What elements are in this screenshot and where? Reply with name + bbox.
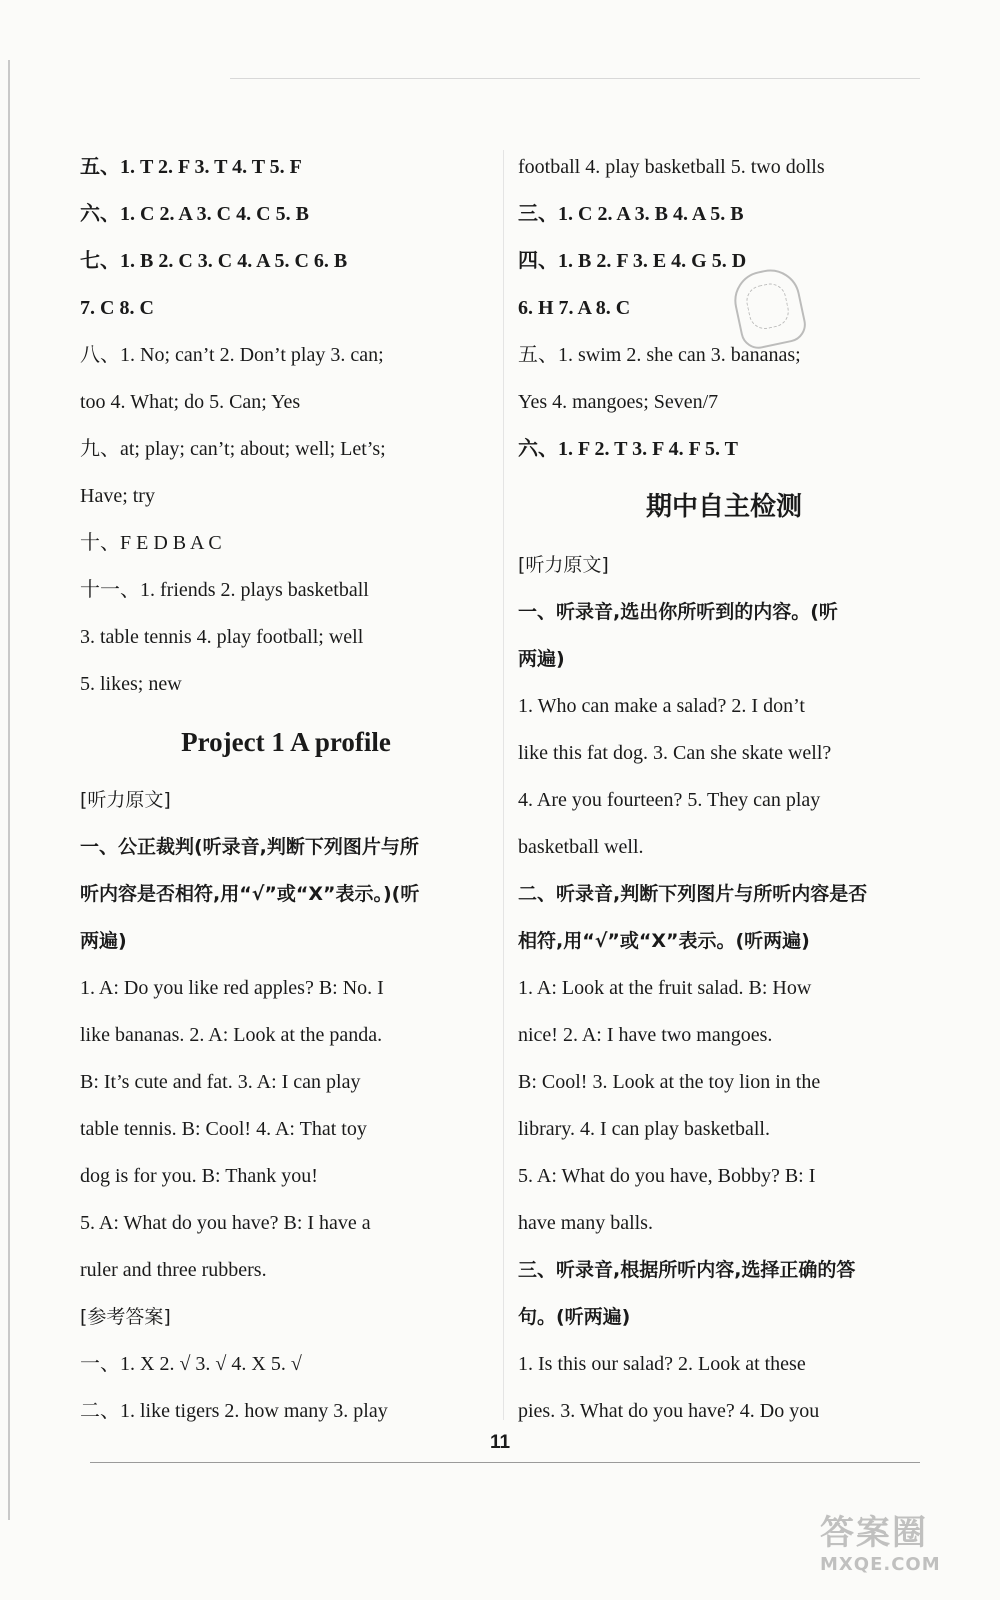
answer-line: 五、1. T 2. F 3. T 4. T 5. F (80, 156, 302, 178)
stamp-seal (729, 264, 809, 352)
question-instruction: 相符,用“√”或“X”表示。(听两遍) (518, 930, 810, 952)
transcript-line: 1. Who can make a salad? 2. I don’t (518, 695, 805, 717)
answer-line: 七、1. B 2. C 3. C 4. A 5. C 6. B (80, 250, 348, 272)
question-instruction: 二、听录音,判断下列图片与所听内容是否 (518, 883, 868, 905)
transcript-line: library. 4. I can play basketball. (518, 1118, 770, 1140)
answer-line: 六、1. F 2. T 3. F 4. F 5. T (518, 438, 739, 460)
answer-line: 四、1. B 2. F 3. E 4. G 5. D (518, 250, 747, 272)
answer-line: 十、F E D B A C (80, 532, 222, 554)
transcript-line: ruler and three rubbers. (80, 1259, 267, 1281)
column-divider (503, 150, 504, 1420)
transcript-line: basketball well. (518, 836, 644, 858)
transcript-line: like this fat dog. 3. Can she skate well? (518, 742, 832, 764)
section-title-project: Project 1 A profile (181, 727, 391, 757)
answer-line: 六、1. C 2. A 3. C 4. C 5. B (80, 203, 309, 225)
bottom-rule (90, 1462, 920, 1463)
question-instruction: 两遍) (80, 930, 127, 952)
answer-line: Yes 4. mangoes; Seven/7 (518, 391, 719, 413)
transcript-line: 1. A: Look at the fruit salad. B: How (518, 977, 812, 999)
section-label-listening: [听力原文] (80, 789, 171, 811)
watermark-text-top: 答案圈 (820, 1513, 928, 1553)
answer-line: football 4. play basketball 5. two dolls (518, 156, 825, 178)
answer-line: 3. table tennis 4. play football; well (80, 626, 364, 648)
transcript-line: B: It’s cute and fat. 3. A: I can play (80, 1071, 361, 1093)
answer-line: 二、1. like tigers 2. how many 3. play (80, 1400, 388, 1422)
question-instruction: 听内容是否相符,用“√”或“X”表示。)(听 (80, 883, 420, 905)
answer-line: 十一、1. friends 2. plays basketball (80, 579, 369, 601)
answer-line: 5. likes; new (80, 673, 182, 695)
question-instruction: 两遍) (518, 648, 565, 670)
question-instruction: 三、听录音,根据所听内容,选择正确的答 (518, 1259, 856, 1281)
question-instruction: 一、听录音,选出你所听到的内容。(听 (518, 601, 838, 623)
section-label-listening: [听力原文] (518, 554, 609, 576)
transcript-line: 5. A: What do you have, Bobby? B: I (518, 1165, 816, 1187)
page-number: 11 (489, 1432, 511, 1453)
question-instruction: 一、公正裁判(听录音,判断下列图片与所 (80, 836, 419, 858)
answer-line: 三、1. C 2. A 3. B 4. A 5. B (518, 203, 744, 225)
question-instruction: 句。(听两遍) (518, 1306, 631, 1328)
transcript-line: dog is for you. B: Thank you! (80, 1165, 318, 1187)
answer-line: 九、at; play; can’t; about; well; Let’s; (80, 438, 386, 460)
transcript-line: 1. Is this our salad? 2. Look at these (518, 1353, 806, 1375)
transcript-line: table tennis. B: Cool! 4. A: That toy (80, 1118, 367, 1140)
transcript-line: 5. A: What do you have? B: I have a (80, 1212, 371, 1234)
transcript-line: 4. Are you fourteen? 5. They can play (518, 789, 821, 811)
watermark-text-bottom: MXQE.COM (820, 1554, 941, 1575)
answer-line: 八、1. No; can’t 2. Don’t play 3. can; (80, 344, 384, 366)
page-edge-shadow (8, 60, 10, 1520)
transcript-line: 1. A: Do you like red apples? B: No. I (80, 977, 384, 999)
section-title-midterm: 期中自主检测 (645, 492, 802, 522)
answer-line: 7. C 8. C (80, 297, 154, 319)
top-rule (230, 78, 920, 79)
answer-line: 一、1. X 2. √ 3. √ 4. X 5. √ (80, 1353, 302, 1375)
transcript-line: nice! 2. A: I have two mangoes. (518, 1024, 773, 1046)
answer-line: Have; try (80, 485, 155, 507)
section-label-answers: [参考答案] (80, 1306, 171, 1328)
transcript-line: pies. 3. What do you have? 4. Do you (518, 1400, 820, 1422)
answer-line: 6. H 7. A 8. C (518, 297, 631, 319)
answer-line: 五、1. swim 2. she can 3. bananas; (518, 344, 801, 366)
transcript-line: like bananas. 2. A: Look at the panda. (80, 1024, 383, 1046)
transcript-line: have many balls. (518, 1212, 653, 1234)
transcript-line: B: Cool! 3. Look at the toy lion in the (518, 1071, 821, 1093)
answer-line: too 4. What; do 5. Can; Yes (80, 391, 301, 413)
watermark-logo (820, 1505, 980, 1585)
